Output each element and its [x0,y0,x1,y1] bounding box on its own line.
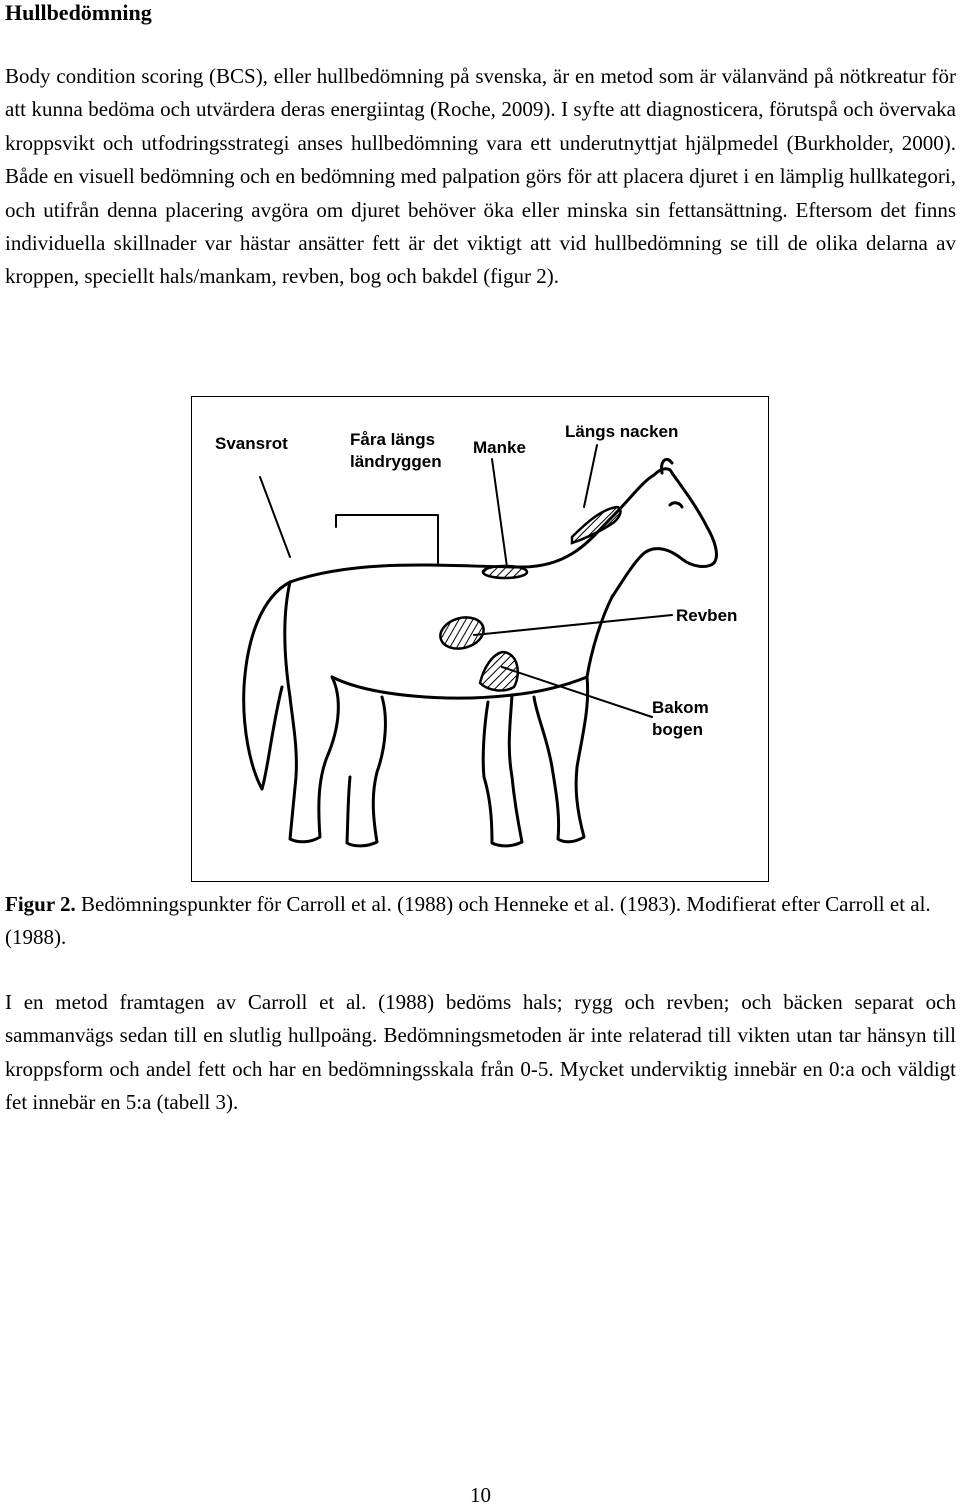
horse-hind-leg-2 [285,582,290,697]
pointer-svansrot [260,477,290,557]
method-paragraph: I en metod framtagen av Carroll et al. (1988) bedöms hals; rygg och revben; och bäcken separat och sammanvägs sedan till en slutlig hullpoäng. Bedömningsmetoden är inte relaterad till vikten utan tar hänsyn till kroppsform och andel fett och har en bedömningsskala från 0-5. Mycket underviktig innebär en 0:a och väldigt fet innebär en 5:a (tabell 3). [5,990,956,1115]
pointer-revben [474,615,672,635]
region-bakom-bogen [480,652,518,690]
caption-label: Figur 2. [5,892,76,916]
pointer-manke [492,459,507,567]
horse-tail [244,582,290,789]
label-manke: Manke [473,438,526,457]
page-number: 10 [470,1483,491,1507]
section-heading: Hullbedömning [5,0,152,25]
caption-text: Bedömningspunkter för Carroll et al. (1988) och Henneke et al. (1983). Modifierat efter Carroll et al. (1988). [5,892,931,950]
horse-hind-leg-1 [290,677,338,842]
horse-figure [191,396,769,882]
pointer-fara [336,515,438,563]
horse-diagram [192,397,767,880]
label-bakom-bogen: Bakom bogen [652,698,709,739]
horse-eye [670,503,682,507]
region-langs-nacken [572,507,621,543]
region-revben [437,613,487,653]
region-fara-landryggen [483,566,527,578]
horse-hind-leg-3 [347,697,385,846]
label-fara-langs-landryggen: Fåra längs ländryggen [350,430,442,471]
horse-neck-top [612,469,716,597]
label-revben: Revben [676,606,738,625]
figure-caption [5,888,956,955]
horse-chest [587,597,612,677]
horse-front-leg-1 [534,677,588,842]
horse-belly [332,677,587,698]
pointer-langs-nacken [584,445,597,507]
horse-front-leg-2 [483,695,522,846]
label-svansrot: Svansrot [215,434,288,453]
intro-paragraph: Body condition scoring (BCS), eller hullbedömning på svenska, är en metod som är välanvänd på nötkreatur för att kunna bedöma och utvärdera deras energiintag (Roche, 2009). I syfte att diagnosticera, förutspå och övervaka kroppsvikt och utfodringsstrategi anses hullbedömning vara ett underutnyttjat hjälpmedel (Burkholder, 2000). Både en visuell bedömning och en bedömning med palpation görs för att placera djuret i en lämplig hullkategori, och utifrån denna placering avgöra om djuret behöver öka eller minska sin fettansättning. Eftersom det finns individuella skillnader var hästar ansätter fett är det viktigt att vid hullbedömning se till de olika delarna av kroppen, speciellt hals/mankam, revben, bog och bakdel (figur 2). [5,64,956,289]
label-langs-nacken: Längs nacken [565,422,679,441]
